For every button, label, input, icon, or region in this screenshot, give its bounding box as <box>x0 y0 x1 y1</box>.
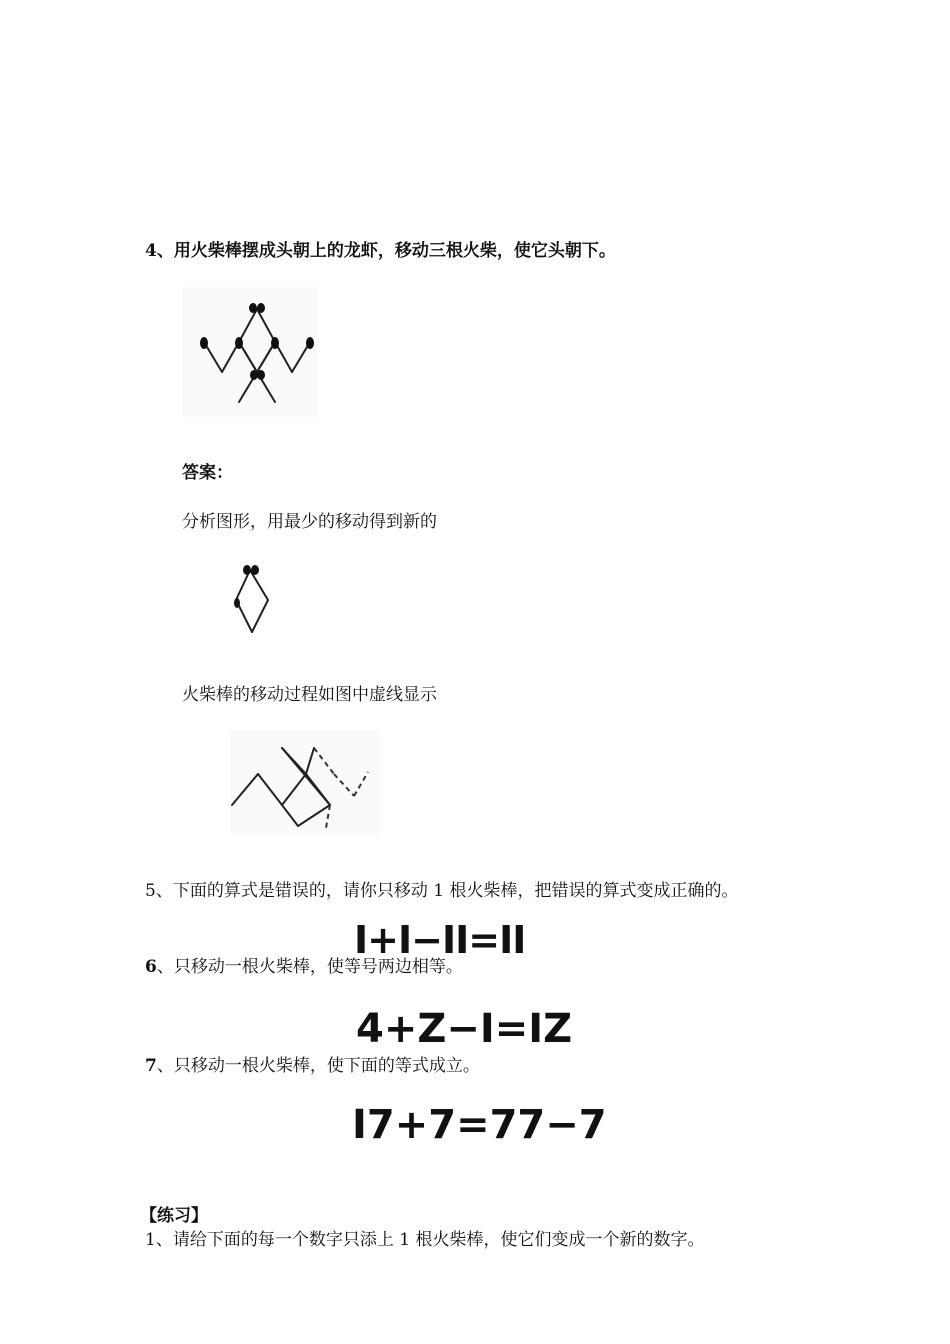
practice-item-1: 1、请给下面的每一个数字只添上 1 根火柴棒，使它们变成一个新的数字。 <box>145 1230 705 1250</box>
answer-label: 答案： <box>182 463 233 483</box>
diamond-head-figure <box>228 562 276 636</box>
question-6-text <box>145 956 463 978</box>
question-7-text <box>145 1055 480 1077</box>
practice-heading: 【练习】 <box>140 1206 208 1226</box>
question-5-equation: I+I−II=II <box>354 918 526 962</box>
answer-line-1: 分析图形，用最少的移动得到新的 <box>182 512 437 532</box>
question-6-body: 、只移动一根火柴棒，使等号两边相等。 <box>156 957 463 977</box>
question-7-equation: I7+7=77−7 <box>352 1102 607 1148</box>
question-5-text: 5、下面的算式是错误的，请你只移动 1 根火柴棒，把错误的算式变成正确的。 <box>145 881 739 901</box>
question-7-number: 7 <box>145 1056 157 1076</box>
matchstick-movement-figure <box>230 730 380 834</box>
question-6-equation: 4+Z−I=IZ <box>356 1006 573 1052</box>
answer-line-2: 火柴棒的移动过程如图中虚线显示 <box>182 685 437 705</box>
question-6-number: 6 <box>145 957 157 977</box>
question-4-text: 4、用火柴棒摆成头朝上的龙虾，移动三根火柴，使它头朝下。 <box>145 241 616 261</box>
question-7-body: 、只移动一根火柴棒，使下面的等式成立。 <box>156 1056 480 1076</box>
lobster-head-up-figure <box>182 287 318 417</box>
